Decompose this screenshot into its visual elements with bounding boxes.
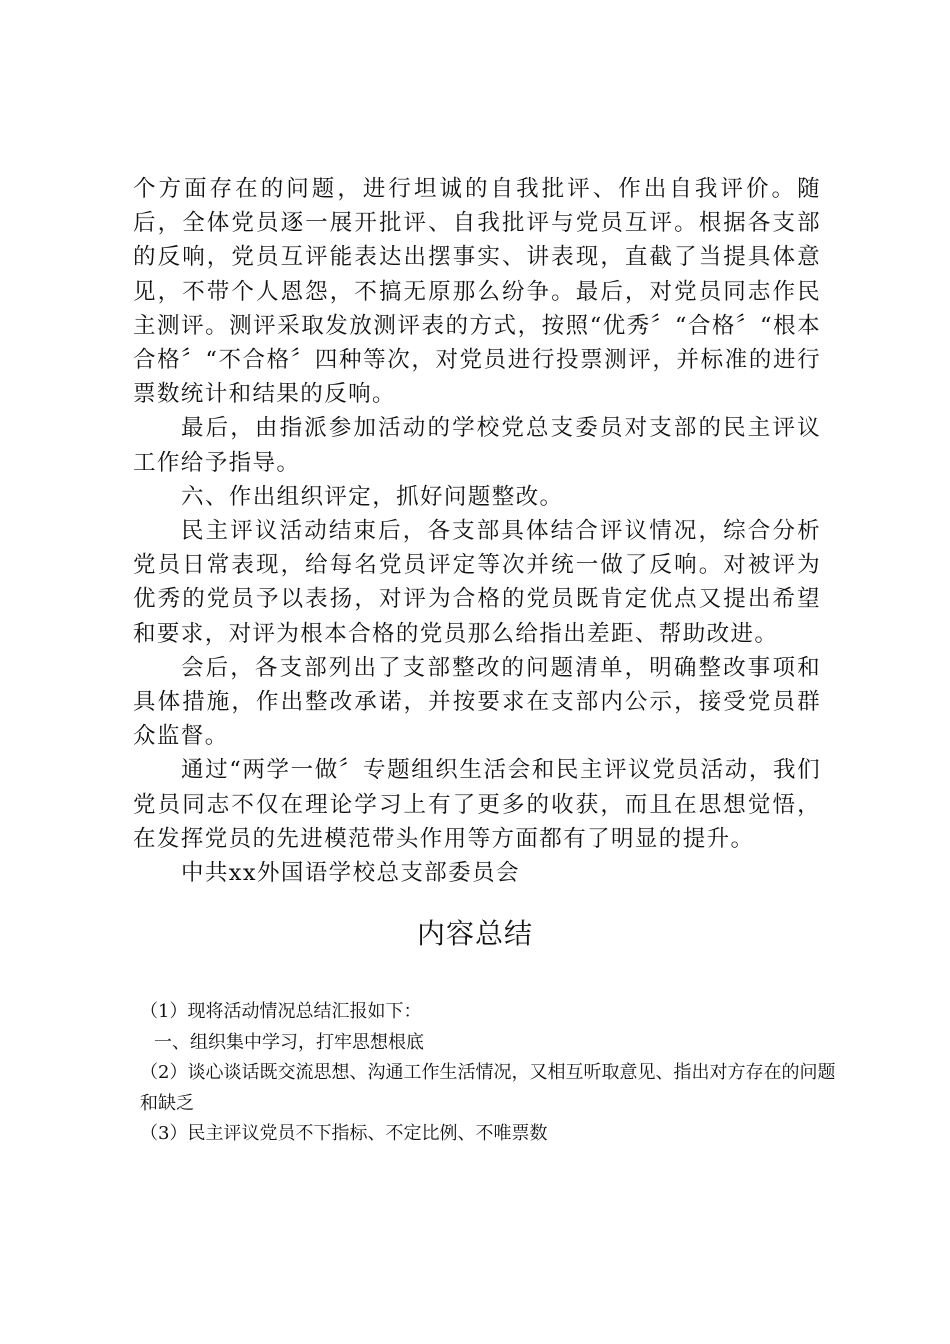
paragraph-3: 民主评议活动结束后，各支部具体结合评议情况，综合分析党员日常表现，给每名党员评定等次并统一做了反响。对被评为优秀的党员予以表扬，对评为合格的党员既肯定优点又提出希望和要求，对评为根本合格的党员那么给指出差距、帮助改进。 xyxy=(133,518,821,647)
summary-title: 内容总结 xyxy=(416,917,533,950)
summary-item-3: （3）民主评议党员不下指标、不定比例、不唯票数 xyxy=(140,1123,548,1144)
body-text xyxy=(133,172,821,890)
paragraph-4: 会后，各支部列出了支部整改的问题清单，明确整改事项和具体措施，作出整改承诺，并按要求在支部内公示，接受党员群众监督。 xyxy=(133,654,821,750)
section-heading-6: 六、作出组织评定，抓好问题整改。 xyxy=(181,483,564,510)
summary-list xyxy=(140,997,840,1150)
paragraph-1: 个方面存在的问题，进行坦诚的自我批评、作出自我评价。随后，全体党员逐一展开批评、自我批评与党员互评。根据各支部的反响，党员互评能表达出摆事实、讲表现，直截了当提具体意见，不带个人恩怨，不搞无原那么纷争。最后，对党员同志作民主测评。测评采取发放测评表的方式，按照“优秀〞“合格〞“根本合格〞“不合格〞四种等次，对党员进行投票测评，并标准的进行票数统计和结果的反响。 xyxy=(133,176,821,408)
signature-line: 中共xx外国语学校总支部委员会 xyxy=(181,860,520,887)
paragraph-2: 最后，由指派参加活动的学校党总支委员对支部的民主评议工作给予指导。 xyxy=(133,415,821,476)
summary-item-2: （2）谈心谈话既交流思想、沟通工作生活情况，又相互听取意见、指出对方存在的问题和缺乏 xyxy=(140,1062,836,1114)
summary-item-1: （1）现将活动情况总结汇报如下： xyxy=(140,1001,422,1022)
summary-item-1-sub: 一、组织集中学习，打牢思想根底 xyxy=(154,1031,424,1053)
paragraph-5: 通过“两学一做〞专题组织生活会和民主评议党员活动，我们党员同志不仅在理论学习上有了更多的收获，而且在思想觉悟，在发挥党员的先进模范带头作用等方面都有了明显的提升。 xyxy=(133,757,821,852)
